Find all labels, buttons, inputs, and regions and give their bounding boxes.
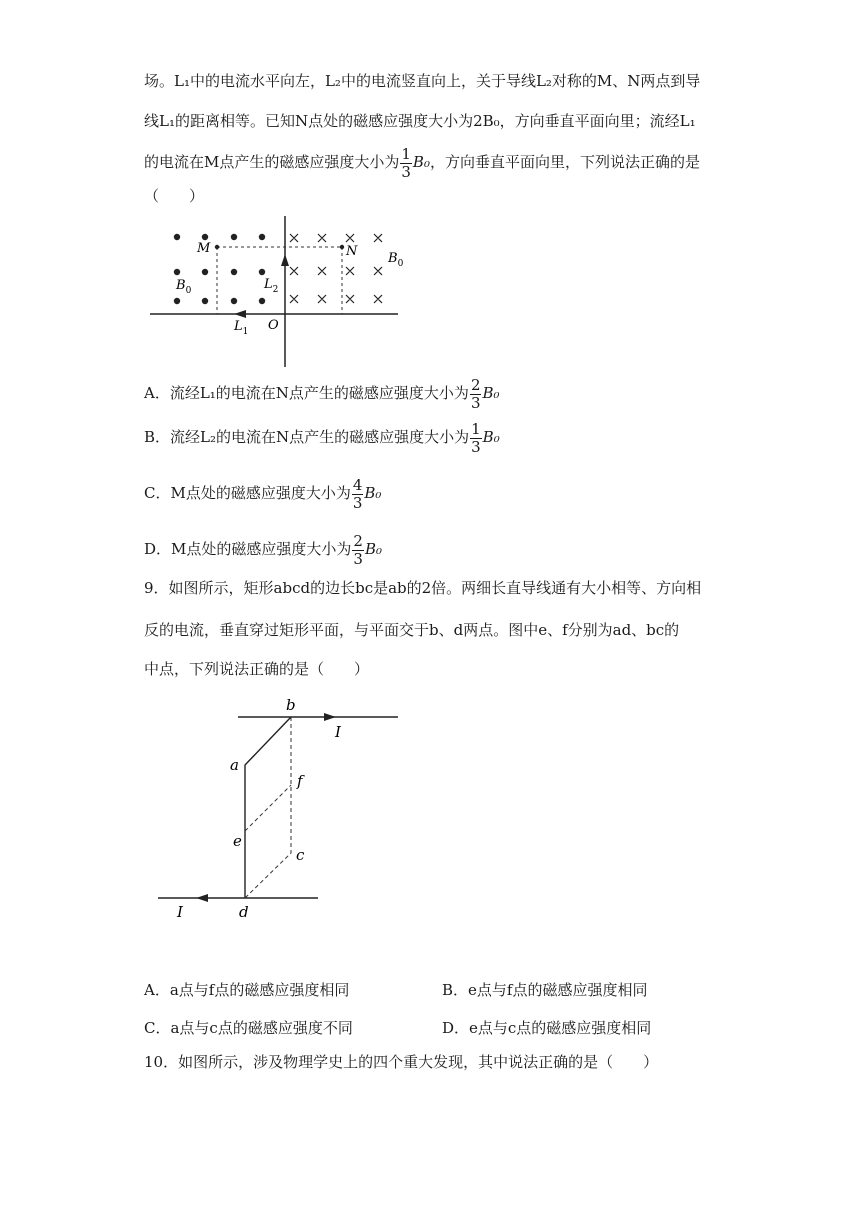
label-b0-left: $B_0$ — [176, 278, 192, 296]
wire-top-arrow — [324, 713, 336, 721]
q9-option-c: C．a点与c点的磁感应强度不同 — [144, 1019, 353, 1037]
q8-line2: 线L₁的距离相等。已知N点处的磁感应强度大小为2B₀，方向垂直平面向里；流经L₁ — [144, 112, 696, 130]
label-i-bottom: I — [177, 903, 183, 921]
rect-solid-edges — [245, 717, 291, 898]
q8-answer-blank: （ ） — [144, 187, 205, 205]
q9-option-b: B．e点与f点的磁感应强度相同 — [442, 981, 648, 999]
q9-line2: 反的电流，垂直穿过矩形平面，与平面交于b、d两点。图中e、f分别为ad、bc的 — [144, 621, 680, 639]
label-f: f — [297, 772, 303, 790]
q8-line3-b0: B₀ — [412, 153, 430, 171]
q9-line1: 9．如图所示，矩形abcd的边长bc是ab的2倍。两细长直导线通有大小相等、方向相 — [144, 579, 702, 597]
label-i-top: I — [335, 723, 341, 741]
q10-line1: 10．如图所示，涉及物理学史上的四个重大发现，其中说法正确的是（ ） — [144, 1053, 659, 1071]
q8-line3-fraction: $\frac{1}{3}$ — [401, 144, 411, 181]
q9-line3: 中点，下列说法正确的是（ ） — [144, 660, 370, 678]
label-c: c — [296, 846, 305, 864]
q8-option-b: B．流经L₂的电流在N点产生的磁感应强度大小为 $\frac{1}{3}$ B₀ — [144, 419, 500, 456]
q8-line1: 场。L₁中的电流水平向左，L₂中的电流竖直向上，关于导线L₂对称的M、N两点到导 — [144, 72, 701, 90]
rect-dashed-edges — [245, 717, 291, 898]
q9-option-a: A．a点与f点的磁感应强度相同 — [144, 981, 350, 999]
label-e: e — [233, 832, 242, 850]
wire-bottom-arrow — [196, 894, 208, 902]
q8-option-d: D．M点处的磁感应强度大小为 $\frac{2}{3}$ B₀ — [144, 531, 382, 568]
label-o: O — [268, 318, 279, 333]
label-l2: $L_2$ — [264, 277, 279, 295]
label-m: M — [197, 241, 211, 256]
label-n: N — [346, 244, 358, 259]
q8-option-a: A．流经L₁的电流在N点产生的磁感应强度大小为 $\frac{2}{3}$ B₀ — [144, 375, 500, 412]
label-b: b — [286, 696, 296, 714]
label-a: a — [230, 756, 239, 774]
q9-option-d: D．e点与c点的磁感应强度相同 — [442, 1019, 652, 1037]
label-d: d — [239, 903, 249, 921]
q8-line3-post: ，方向垂直平面向里，下列说法正确的是 — [429, 153, 700, 171]
q8-line3-pre: 的电流在M点产生的磁感应强度大小为 — [144, 153, 400, 171]
q8-option-c: C．M点处的磁感应强度大小为 $\frac{4}{3}$ B₀ — [144, 475, 382, 512]
label-b0-right: $B_0$ — [388, 251, 404, 269]
label-l1: $L_1$ — [234, 319, 249, 337]
